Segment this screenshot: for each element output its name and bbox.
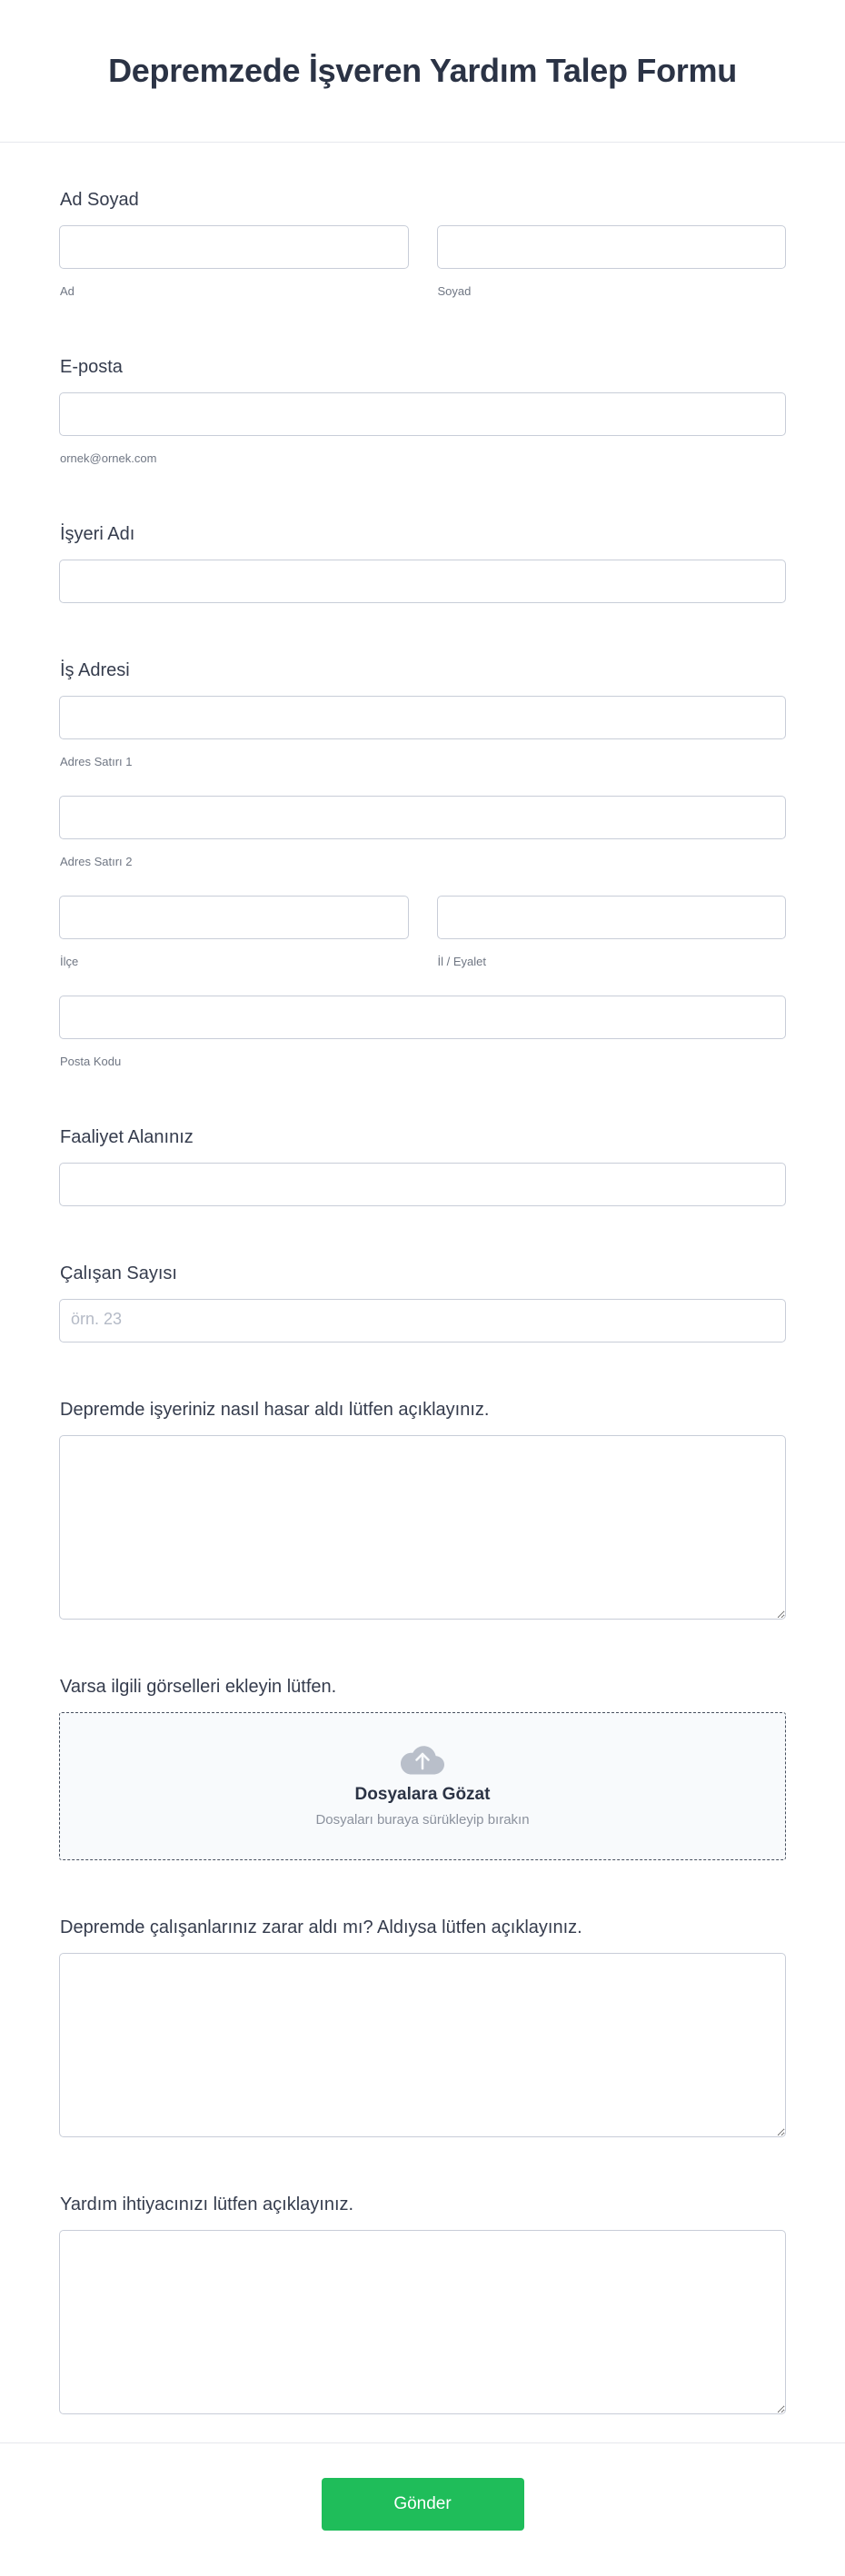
question-company-name: [59, 521, 786, 603]
email-input[interactable]: [59, 392, 786, 436]
activity-field-input[interactable]: [59, 1163, 786, 1206]
question-employee-harm: [59, 1915, 786, 2137]
damage-description-label: Depremde işyeriniz nasıl hasar aldı lütfen açıklayınız.: [60, 1400, 490, 1420]
first-name-group: [59, 225, 409, 300]
last-name-sublabel: Soyad: [437, 284, 472, 298]
address-city-group: [59, 896, 409, 970]
aid-need-label: Yardım ihtiyacınızı lütfen açıklayınız.: [60, 2195, 354, 2214]
business-address-label: İş Adresi: [60, 660, 130, 680]
address-state-sublabel: İl / Eyalet: [437, 955, 486, 968]
question-activity-field: [59, 1125, 786, 1206]
drag-drop-hint: Dosyaları buraya sürükleyip bırakın: [315, 1811, 530, 1828]
address-zip-sublabel: Posta Kodu: [60, 1055, 122, 1068]
first-name-input[interactable]: [59, 225, 409, 269]
first-name-sublabel: Ad: [60, 284, 75, 298]
address-line2-input[interactable]: [59, 796, 786, 839]
activity-field-label: Faaliyet Alanınız: [60, 1127, 194, 1147]
company-name-input[interactable]: [59, 560, 786, 603]
file-upload-dropzone[interactable]: [59, 1712, 786, 1860]
address-city-sublabel: İlçe: [60, 955, 79, 968]
damage-description-textarea[interactable]: [59, 1435, 786, 1620]
employee-harm-label: Depremde çalışanlarınız zarar aldı mı? Aldıysa lütfen açıklayınız.: [60, 1917, 582, 1937]
employee-harm-textarea[interactable]: [59, 1953, 786, 2137]
form-footer: [0, 2442, 845, 2576]
file-upload-label: Varsa ilgili görselleri ekleyin lütfen.: [60, 1677, 337, 1697]
last-name-input[interactable]: [437, 225, 787, 269]
full-name-label: Ad Soyad: [60, 190, 139, 210]
submit-button[interactable]: Gönder: [322, 2478, 524, 2531]
page-title: Depremzede İşveren Yardım Talep Formu: [108, 52, 737, 89]
form-body: [0, 143, 845, 2442]
employee-count-label: Çalışan Sayısı: [60, 1263, 177, 1283]
email-label: E-posta: [60, 357, 123, 377]
question-email: [59, 354, 786, 467]
cloud-upload-icon: [401, 1744, 444, 1775]
aid-need-textarea[interactable]: [59, 2230, 786, 2414]
address-state-group: [437, 896, 787, 970]
question-business-address: [59, 658, 786, 1070]
address-city-state-row: [59, 896, 786, 970]
address-city-input[interactable]: [59, 896, 409, 939]
question-full-name: [59, 187, 786, 300]
address-zip-group: [59, 996, 786, 1070]
employee-count-input[interactable]: [59, 1299, 786, 1342]
address-line1-input[interactable]: [59, 696, 786, 739]
last-name-group: [437, 225, 787, 300]
address-state-input[interactable]: [437, 896, 787, 939]
address-line2-sublabel: Adres Satırı 2: [60, 855, 133, 868]
address-line2-group: [59, 796, 786, 870]
address-line1-sublabel: Adres Satırı 1: [60, 755, 133, 768]
address-line1-group: [59, 696, 786, 770]
form-header: [0, 0, 845, 143]
question-aid-need: [59, 2192, 786, 2414]
company-name-label: İşyeri Adı: [60, 524, 135, 544]
question-damage-description: [59, 1397, 786, 1620]
email-sublabel: ornek@ornek.com: [60, 451, 157, 465]
question-employee-count: [59, 1261, 786, 1342]
question-file-upload: [59, 1674, 786, 1860]
browse-files-button[interactable]: Dosyalara Gözat: [354, 1784, 491, 1804]
address-zip-input[interactable]: [59, 996, 786, 1039]
